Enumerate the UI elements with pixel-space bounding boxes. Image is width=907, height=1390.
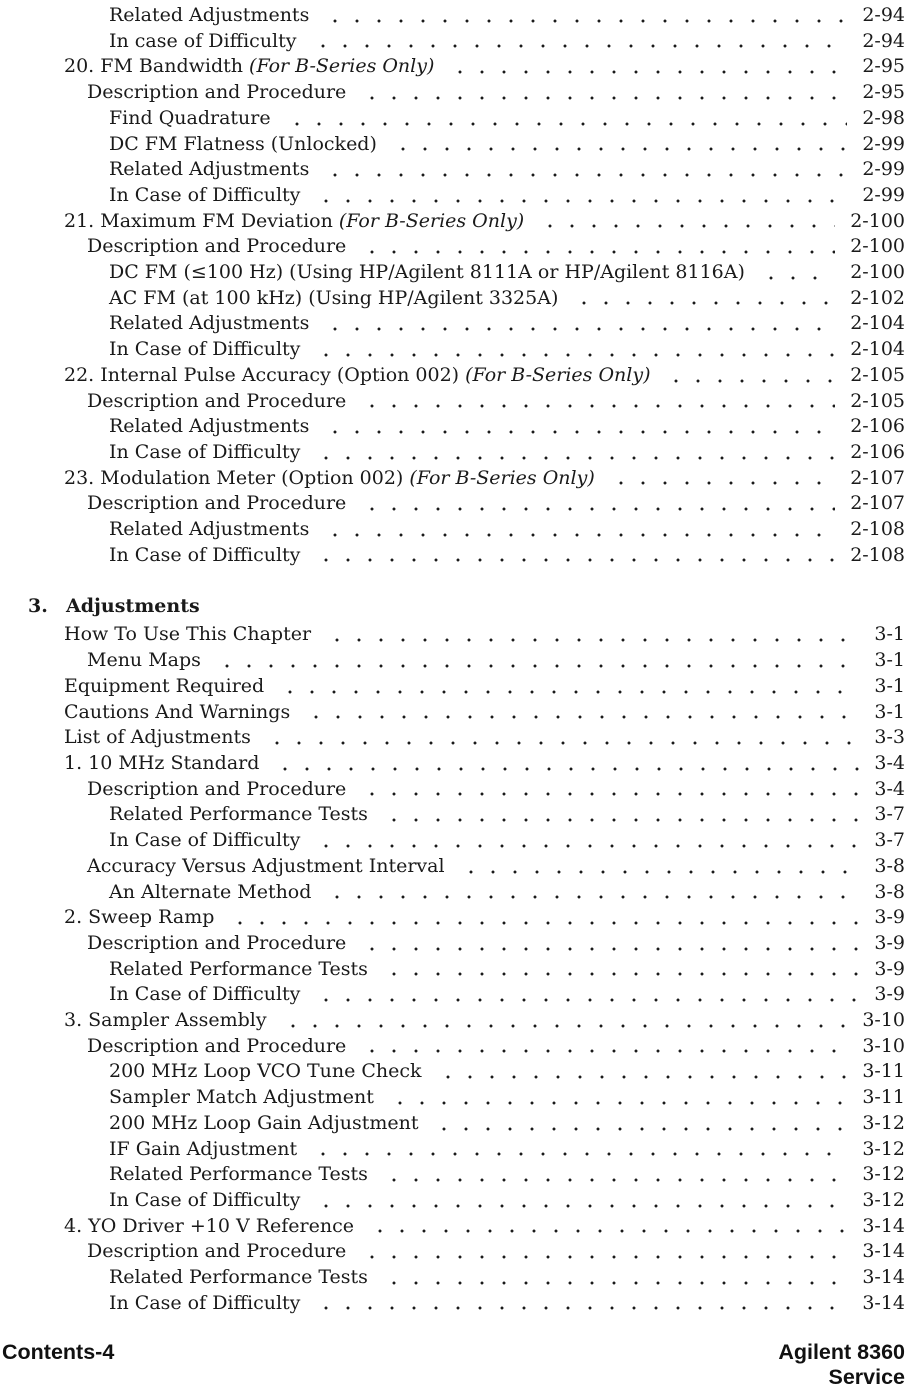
dot-leader xyxy=(567,286,835,312)
toc-page-number: 3-9 xyxy=(874,931,905,954)
toc-entry xyxy=(0,3,907,29)
toc-page-number: 2-99 xyxy=(862,158,905,181)
dot-leader xyxy=(431,1059,848,1085)
dot-leader xyxy=(443,54,847,80)
toc-entry xyxy=(0,880,907,906)
dot-leader xyxy=(210,648,859,674)
toc-entry xyxy=(0,1085,907,1111)
footer-document-id xyxy=(778,1340,905,1390)
toc-entry xyxy=(0,802,907,828)
dot-leader xyxy=(306,1137,847,1163)
toc-entry xyxy=(0,1162,907,1188)
toc-entry-label: Find Quadrature xyxy=(109,106,271,129)
dot-leader xyxy=(309,440,835,466)
toc-entry-label: In Case of Difficulty xyxy=(109,543,301,566)
dot-leader xyxy=(280,106,848,132)
dot-leader xyxy=(355,80,847,106)
toc-page-number: 3-3 xyxy=(874,726,905,749)
toc-entry xyxy=(0,1291,907,1317)
footer-doc-subtitle: Service xyxy=(828,1365,905,1389)
toc-entry-label: Related Adjustments xyxy=(109,4,310,26)
footer-page-label: Contents-4 xyxy=(2,1340,115,1364)
toc-entry xyxy=(0,931,907,957)
toc-page-number: 2-95 xyxy=(862,81,905,104)
dot-leader xyxy=(355,491,835,517)
toc-entry xyxy=(0,700,907,726)
toc-page-number: 2-100 xyxy=(850,209,905,232)
toc-page-number: 2-106 xyxy=(850,415,905,438)
toc-entry-label-italic: (For B-Series Only) xyxy=(338,209,525,232)
toc-entry-label-italic: (For B-Series Only) xyxy=(409,466,595,489)
toc-entry-label: An Alternate Method xyxy=(109,880,312,903)
toc-entry-label: Related Performance Tests xyxy=(109,1163,368,1186)
toc-page-number: 3-11 xyxy=(862,1086,905,1109)
dot-leader xyxy=(355,389,835,415)
toc-page-number: 3-14 xyxy=(862,1266,905,1289)
toc-entry-label: In Case of Difficulty xyxy=(109,983,301,1006)
toc-entry xyxy=(0,1111,907,1137)
toc-entry-label: 2. Sweep Ramp xyxy=(64,906,215,929)
toc-entry xyxy=(0,1239,907,1265)
toc-entry-label: 3. Sampler Assembly xyxy=(64,1009,267,1032)
dot-leader xyxy=(299,700,859,726)
dot-leader xyxy=(309,1188,847,1214)
dot-leader xyxy=(309,828,859,854)
toc-entry xyxy=(0,1265,907,1291)
dot-leader xyxy=(355,234,835,260)
toc-entry xyxy=(0,80,907,106)
toc-entry xyxy=(0,286,907,312)
toc-entry-label: In Case of Difficulty xyxy=(109,1188,301,1211)
toc-entry-label: Related Performance Tests xyxy=(109,803,368,826)
toc-page-number: 2-99 xyxy=(862,183,905,206)
toc-page-number: 3-9 xyxy=(874,906,905,929)
toc-entry-label: 21. Maximum FM Deviation (For B-Series Only) xyxy=(64,209,525,232)
toc-entry-label: In Case of Difficulty xyxy=(109,338,301,361)
dot-leader xyxy=(273,674,859,700)
toc-entry xyxy=(0,1137,907,1163)
toc-entry-label: Related Adjustments xyxy=(109,158,310,181)
toc-entry-label: 200 MHz Loop VCO Tune Check xyxy=(109,1060,422,1083)
toc-entry xyxy=(0,414,907,440)
toc-entry-label: 1. 10 MHz Standard xyxy=(64,751,260,774)
toc-page-number: 3-10 xyxy=(862,1009,905,1032)
dot-leader xyxy=(320,622,859,648)
toc-page-number: 3-12 xyxy=(862,1163,905,1186)
toc-entry-label: 20. FM Bandwidth (For B-Series Only) xyxy=(64,55,435,78)
toc-page-number: 2-105 xyxy=(850,389,905,412)
chapter-heading xyxy=(0,593,907,619)
dot-leader xyxy=(355,1034,847,1060)
toc-entry xyxy=(0,54,907,80)
toc-entry-label: Description and Procedure xyxy=(87,389,347,412)
toc-entry-label: Description and Procedure xyxy=(87,492,347,515)
toc-entry-label: In Case of Difficulty xyxy=(109,440,301,463)
toc-entry xyxy=(0,183,907,209)
dot-leader xyxy=(309,183,847,209)
toc-page-number: 2-104 xyxy=(850,312,905,335)
dot-leader xyxy=(377,957,859,983)
toc-page-number: 2-102 xyxy=(850,286,905,309)
toc-page-number: 3-14 xyxy=(862,1240,905,1263)
toc-page-number: 2-98 xyxy=(862,106,905,129)
toc-page-number: 2-100 xyxy=(850,235,905,258)
toc-entry-label: Related Adjustments xyxy=(109,415,310,438)
toc-entry-label: Accuracy Versus Adjustment Interval xyxy=(87,854,445,877)
toc-entry-label-italic: (For B-Series Only) xyxy=(465,363,651,386)
toc-entry-label: Menu Maps xyxy=(87,649,201,672)
toc-page-number: 3-1 xyxy=(874,700,905,723)
dot-leader xyxy=(659,363,835,389)
toc-entry xyxy=(0,751,907,777)
toc-entry-label: AC FM (at 100 kHz) (Using HP/Agilent 3325A) xyxy=(109,286,559,309)
toc-entry-label: Description and Procedure xyxy=(87,81,347,104)
toc-page-number: 3-12 xyxy=(862,1111,905,1134)
toc-entry xyxy=(0,440,907,466)
dot-leader xyxy=(223,905,859,931)
dot-leader xyxy=(355,777,859,803)
toc-page-number: 3-12 xyxy=(862,1188,905,1211)
toc-page-number: 2-100 xyxy=(850,261,905,284)
dot-leader xyxy=(533,209,835,235)
toc-page-number: 2-94 xyxy=(862,29,905,52)
chapter-number: 3. xyxy=(28,595,48,618)
toc-entry-label: Description and Procedure xyxy=(87,777,347,800)
toc-entry-label: In Case of Difficulty xyxy=(109,183,301,206)
toc-entry-label: 200 MHz Loop Gain Adjustment xyxy=(109,1111,419,1134)
chapter-title: Adjustments xyxy=(66,595,200,618)
toc-page-number: 2-107 xyxy=(850,466,905,489)
dot-leader xyxy=(309,543,835,569)
toc-page-number: 3-9 xyxy=(874,957,905,980)
toc-entry xyxy=(0,157,907,183)
toc-entry xyxy=(0,209,907,235)
toc-entry xyxy=(0,106,907,132)
toc-entry-label-italic: (For B-Series Only) xyxy=(249,55,435,78)
dot-leader xyxy=(318,414,835,440)
toc-page-number: 3-4 xyxy=(874,777,905,800)
toc-entry-label: Related Adjustments xyxy=(109,312,310,335)
toc-entry xyxy=(0,311,907,337)
page-footer xyxy=(2,1340,905,1390)
toc-entry-label: Cautions And Warnings xyxy=(64,700,291,723)
toc-entry-label: In case of Difficulty xyxy=(109,29,297,52)
toc-page-number: 2-99 xyxy=(862,132,905,155)
dot-leader xyxy=(355,1239,847,1265)
toc-page-number: 3-12 xyxy=(862,1137,905,1160)
toc-list xyxy=(0,3,907,1316)
toc-page-number: 3-1 xyxy=(874,674,905,697)
toc-page-number: 3-1 xyxy=(874,649,905,672)
dot-leader xyxy=(386,132,847,158)
toc-entry-label: How To Use This Chapter xyxy=(64,623,312,646)
dot-leader xyxy=(604,466,835,492)
toc-entry-label: Related Performance Tests xyxy=(109,957,368,980)
toc-page-number: 3-9 xyxy=(874,983,905,1006)
toc-entry xyxy=(0,1188,907,1214)
toc-entry-label: 4. YO Driver +10 V Reference xyxy=(64,1214,354,1237)
toc-page-number: 2-95 xyxy=(862,55,905,78)
toc-entry xyxy=(0,389,907,415)
dot-leader xyxy=(309,1291,847,1317)
toc-page-number: 3-7 xyxy=(874,803,905,826)
dot-leader xyxy=(454,854,860,880)
toc-entry-label: List of Adjustments xyxy=(64,726,251,749)
dot-leader xyxy=(427,1111,847,1137)
toc-page-number: 2-108 xyxy=(850,543,905,566)
toc-entry xyxy=(0,957,907,983)
toc-entry xyxy=(0,363,907,389)
toc-page-number: 3-11 xyxy=(862,1060,905,1083)
toc-entry-label: DC FM Flatness (Unlocked) xyxy=(109,132,377,155)
toc-entry-label: 22. Internal Pulse Accuracy (Option 002) (For B-Series Only) xyxy=(64,363,651,386)
dot-leader xyxy=(268,751,859,777)
toc-page-number: 3-14 xyxy=(862,1214,905,1237)
dot-leader xyxy=(306,29,848,55)
toc-page-number: 2-108 xyxy=(850,518,905,541)
toc-entry xyxy=(0,1059,907,1085)
toc-entry xyxy=(0,543,907,569)
toc-entry-label: In Case of Difficulty xyxy=(109,829,301,852)
dot-leader xyxy=(260,725,859,751)
toc-page-number: 3-8 xyxy=(874,880,905,903)
toc-page-number: 3-4 xyxy=(874,751,905,774)
dot-leader xyxy=(318,517,835,543)
dot-leader xyxy=(363,1214,847,1240)
toc-entry xyxy=(0,828,907,854)
dot-leader xyxy=(377,1265,847,1291)
dot-leader xyxy=(383,1085,847,1111)
toc-page-number: 3-14 xyxy=(862,1291,905,1314)
toc-entry xyxy=(0,777,907,803)
toc-entry xyxy=(0,234,907,260)
toc-entry xyxy=(0,1008,907,1034)
toc-page-number: 3-7 xyxy=(874,829,905,852)
dot-leader xyxy=(309,982,859,1008)
toc-entry xyxy=(0,260,907,286)
toc-entry-label: Description and Procedure xyxy=(87,931,347,954)
dot-leader xyxy=(320,880,859,906)
toc-entry-label: Related Performance Tests xyxy=(109,1266,368,1289)
toc-page-number: 2-106 xyxy=(850,440,905,463)
toc-page-number: 2-94 xyxy=(862,4,905,26)
dot-leader xyxy=(318,157,847,183)
dot-leader xyxy=(377,1162,847,1188)
dot-leader xyxy=(754,260,835,286)
dot-leader xyxy=(318,3,847,29)
toc-entry-label: Description and Procedure xyxy=(87,1034,347,1057)
toc-entry xyxy=(0,622,907,648)
toc-entry xyxy=(0,905,907,931)
toc-entry-label: Related Adjustments xyxy=(109,518,310,541)
toc-entry xyxy=(0,29,907,55)
toc-page-number: 3-10 xyxy=(862,1034,905,1057)
toc-entry xyxy=(0,854,907,880)
toc-page-number: 2-105 xyxy=(850,363,905,386)
toc-entry-label: Equipment Required xyxy=(64,674,265,697)
toc-entry xyxy=(0,466,907,492)
toc-page-number: 2-107 xyxy=(850,492,905,515)
toc-entry-label: In Case of Difficulty xyxy=(109,1291,301,1314)
toc-page-number: 3-1 xyxy=(874,623,905,646)
dot-leader xyxy=(309,337,835,363)
toc-entry-label: 23. Modulation Meter (Option 002) (For B-Series Only) xyxy=(64,466,595,489)
toc-entry xyxy=(0,337,907,363)
dot-leader xyxy=(355,931,859,957)
toc-entry xyxy=(0,674,907,700)
toc-entry xyxy=(0,648,907,674)
toc-entry-label: Sampler Match Adjustment xyxy=(109,1086,374,1109)
dot-leader xyxy=(377,802,859,828)
toc-entry xyxy=(0,517,907,543)
toc-page-number: 3-8 xyxy=(874,854,905,877)
toc-entry-label: Description and Procedure xyxy=(87,1240,347,1263)
toc-entry xyxy=(0,982,907,1008)
toc-entry-label: Description and Procedure xyxy=(87,235,347,258)
footer-doc-title: Agilent 8360 xyxy=(778,1340,905,1364)
toc-entry-label: DC FM (≤100 Hz) (Using HP/Agilent 8111A or HP/Agilent 8116A) xyxy=(109,261,745,284)
toc-entry xyxy=(0,1214,907,1240)
toc-entry-label: IF Gain Adjustment xyxy=(109,1137,298,1160)
toc-entry xyxy=(0,491,907,517)
dot-leader xyxy=(318,311,835,337)
toc-entry xyxy=(0,132,907,158)
toc-entry xyxy=(0,725,907,751)
dot-leader xyxy=(276,1008,848,1034)
toc-entry xyxy=(0,1034,907,1060)
toc-page-number: 2-104 xyxy=(850,338,905,361)
